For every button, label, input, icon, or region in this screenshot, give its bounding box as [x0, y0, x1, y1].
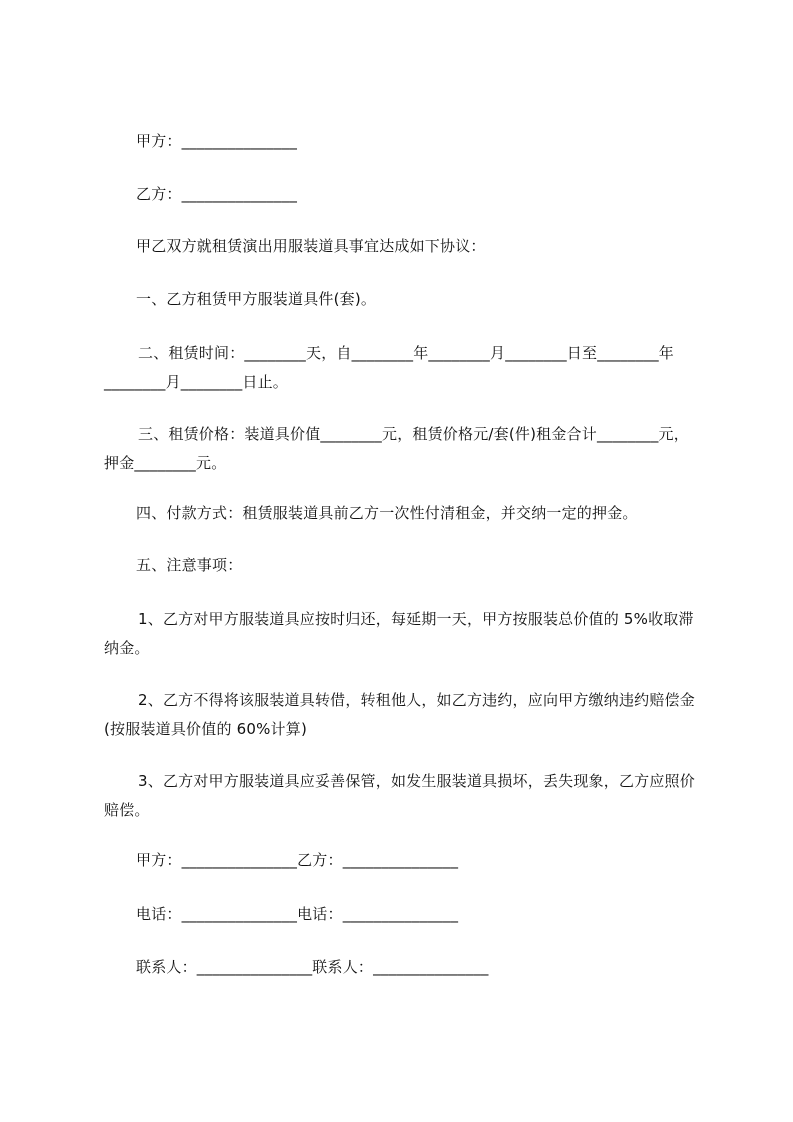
clause-3: 三、租赁价格：装道具价值________元，租赁价格元/套(件)租金合计________元，押金________元。 — [104, 425, 689, 472]
clause-5: 五、注意事项： — [136, 556, 243, 574]
party-a-line: 甲方：_______________ — [136, 132, 298, 150]
signature-phone-line: 电话：_______________电话：_______________ — [136, 905, 459, 923]
clause-1: 一、乙方租赁甲方服装道具件(套)。 — [136, 290, 377, 308]
note-2: 2、乙方不得将该服装道具转借，转租他人，如乙方违约，应向甲方缴纳违约赔偿金(按服装道具价值的 60%计算) — [104, 691, 695, 738]
intro-paragraph: 甲乙双方就租赁演出用服装道具事宜达成如下协议： — [136, 237, 486, 255]
note-3: 3、乙方对甲方服装道具应妥善保管，如发生服装道具损坏，丢失现象，乙方应照价赔偿。 — [104, 772, 695, 819]
note-1: 1、乙方对甲方服装道具应按时归还，每延期一天，甲方按服装总价值的 5%收取滞纳金。 — [104, 610, 694, 657]
clause-2: 二、租赁时间：________天，自________年________月________日至________年________月________日止。 — [104, 344, 675, 391]
signature-contact-line: 联系人：_______________联系人：_______________ — [136, 958, 489, 976]
signature-parties-line: 甲方：_______________乙方：_______________ — [136, 851, 459, 869]
clause-4: 四、付款方式：租赁服装道具前乙方一次性付清租金，并交纳一定的押金。 — [136, 504, 638, 522]
party-b-line: 乙方：_______________ — [136, 185, 298, 203]
